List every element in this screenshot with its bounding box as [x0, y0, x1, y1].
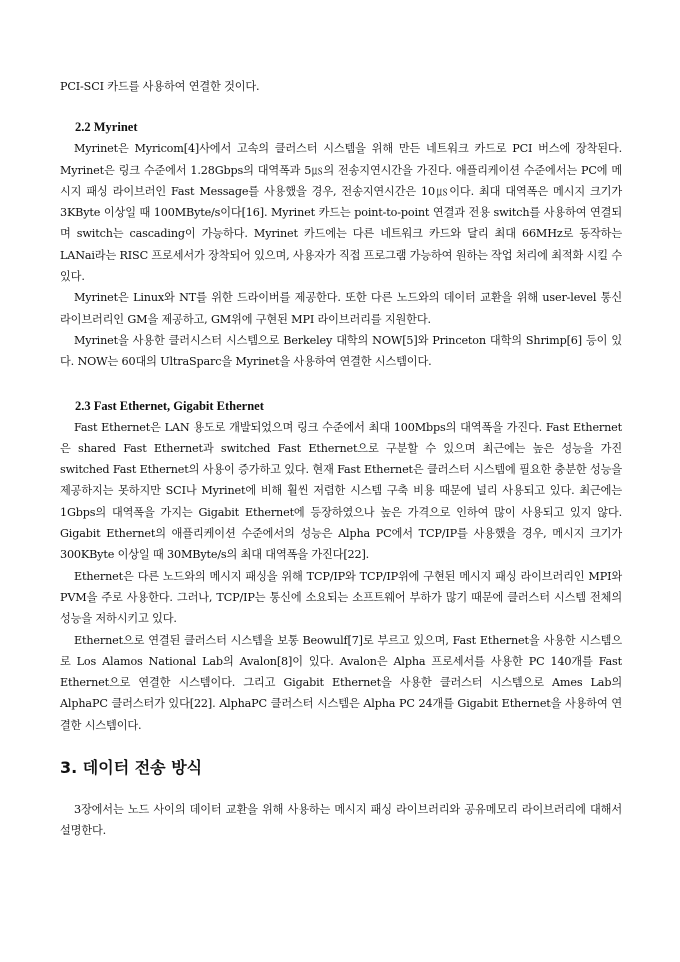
ethernet-heading: 2.3 Fast Ethernet, Gigabit Ethernet [75, 398, 264, 413]
ethernet-paragraph-3: Ethernet으로 연결된 클러스터 시스템을 보통 Beowulf[7]로 부르고 있으며, Fast Ethernet을 사용한 시스템으로 Los Alamos National Lab의 Avalon[8]이 있다. Avalon은 Alpha 프로세서를 사용한 PC 140개를 Fast Ethernet으로 연결한 시스템이다. 그리고 Gigabit Ethernet을 사용한 클러스터 시스템으로 Ames Lab의 AlphaPC 클러스터가 있다[22]. AlphaPC 클러스터 시스템은 Alpha PC 24개를 Gigabit Ethernet을 사용하여 연결한 시스템이다. [60, 633, 622, 732]
ethernet-paragraph-2: Ethernet은 다른 노드와의 메시지 패싱을 위해 TCP/IP와 TCP/IP위에 구현된 메시지 패싱 라이브러리인 MPI와 PVM을 주로 사용한다. 그러나, TCP/IP는 통신에 소요되는 소프트웨어 부하가 많기 때문에 클러스터 시스템 전체의 성능을 저하시키고 있다. [60, 569, 622, 626]
myrinet-paragraph-3: Myrinet을 사용한 클러시스터 시스템으로 Berkeley 대학의 NOW[5]와 Princeton 대학의 Shrimp[6] 등이 있다. NOW는 60대의 UltraSparc을 Myrinet을 사용하여 연결한 시스템이다. [60, 333, 622, 369]
section-3-paragraph-1: 3장에서는 노드 사이의 데이터 교환을 위해 사용하는 메시지 패싱 라이브러리와 공유메모리 라이브러리에 대해서 설명한다. [60, 803, 622, 838]
document-page [60, 76, 622, 842]
intro-tail-paragraph: PCI-SCI 카드를 사용하여 연결한 것이다. [60, 80, 260, 93]
section-3-heading: 3. 데이터 전송 방식 [60, 758, 203, 778]
ethernet-paragraph-1: Fast Ethernet은 LAN 용도로 개발되었으며 링크 수준에서 최대 100Mbps의 대역폭을 가진다. Fast Ethernet은 shared Fast Ethernet과 switched Fast Ethernet으로 구분할 수 있으며 최근에는 높은 성능을 가진 switched Fast Ethernet의 사용이 증가하고 있다. 현재 Fast Ethernet은 클러스터 시스템에 필요한 충분한 성능을 제공하지는 못하지만 SCI나 Myrinet에 비해 훨씬 저렴한 시스템 구축 비용 때문에 널리 사용되고 있다. 최근에는 1Gbps의 대역폭을 가지는 Gigabit Ethernet에 등장하였으나 높은 가격으로 인하여 많이 사용되고 있지 않다. Gigabit Ethernet의 애플리케이션 수준에서의 성능은 Alpha PC에서 TCP/IP를 사용했을 경우, 메시지 크기가 300KByte 이상일 때 30MByte/s의 최대 대역폭을 가진다[22]. [60, 420, 622, 562]
myrinet-paragraph-1: Myrinet은 Myricom[4]사에서 고속의 클러스터 시스템을 위해 만든 네트워크 카드로 PCI 버스에 장착된다. Myrinet은 링크 수준에서 1.28Gbps의 대역폭과 5㎲의 전송지연시간을 가진다. 애플리케이션 수준에서는 PC에 메시지 패싱 라이브러인 Fast Message를 사용했을 경우, 전송지연시간은 10㎲이다. 최대 대역폭은 메시지 크기가 3KByte 이상일 때 100MByte/s이다[16]. Myrinet 카드는 point-to-point 연결과 전용 switch를 사용하여 연결되며 switch는 cascading이 가능하다. Myrinet 카드에는 다른 네트워크 카드와 달리 최대 66MHz로 동작하는 LANai라는 RISC 프로세서가 장착되어 있으며, 사용자가 직접 프로그램 가능하여 원하는 작업 처리에 최적화 시킬 수 있다. [60, 142, 622, 284]
myrinet-paragraph-2: Myrinet은 Linux와 NT를 위한 드라이버를 제공한다. 또한 다른 노드와의 데이터 교환을 위해 user-level 통신 라이브러리인 GM을 제공하고, GM위에 구현된 MPI 라이브러리를 지원한다. [60, 291, 622, 326]
myrinet-heading: 2.2 Myrinet [75, 120, 138, 135]
